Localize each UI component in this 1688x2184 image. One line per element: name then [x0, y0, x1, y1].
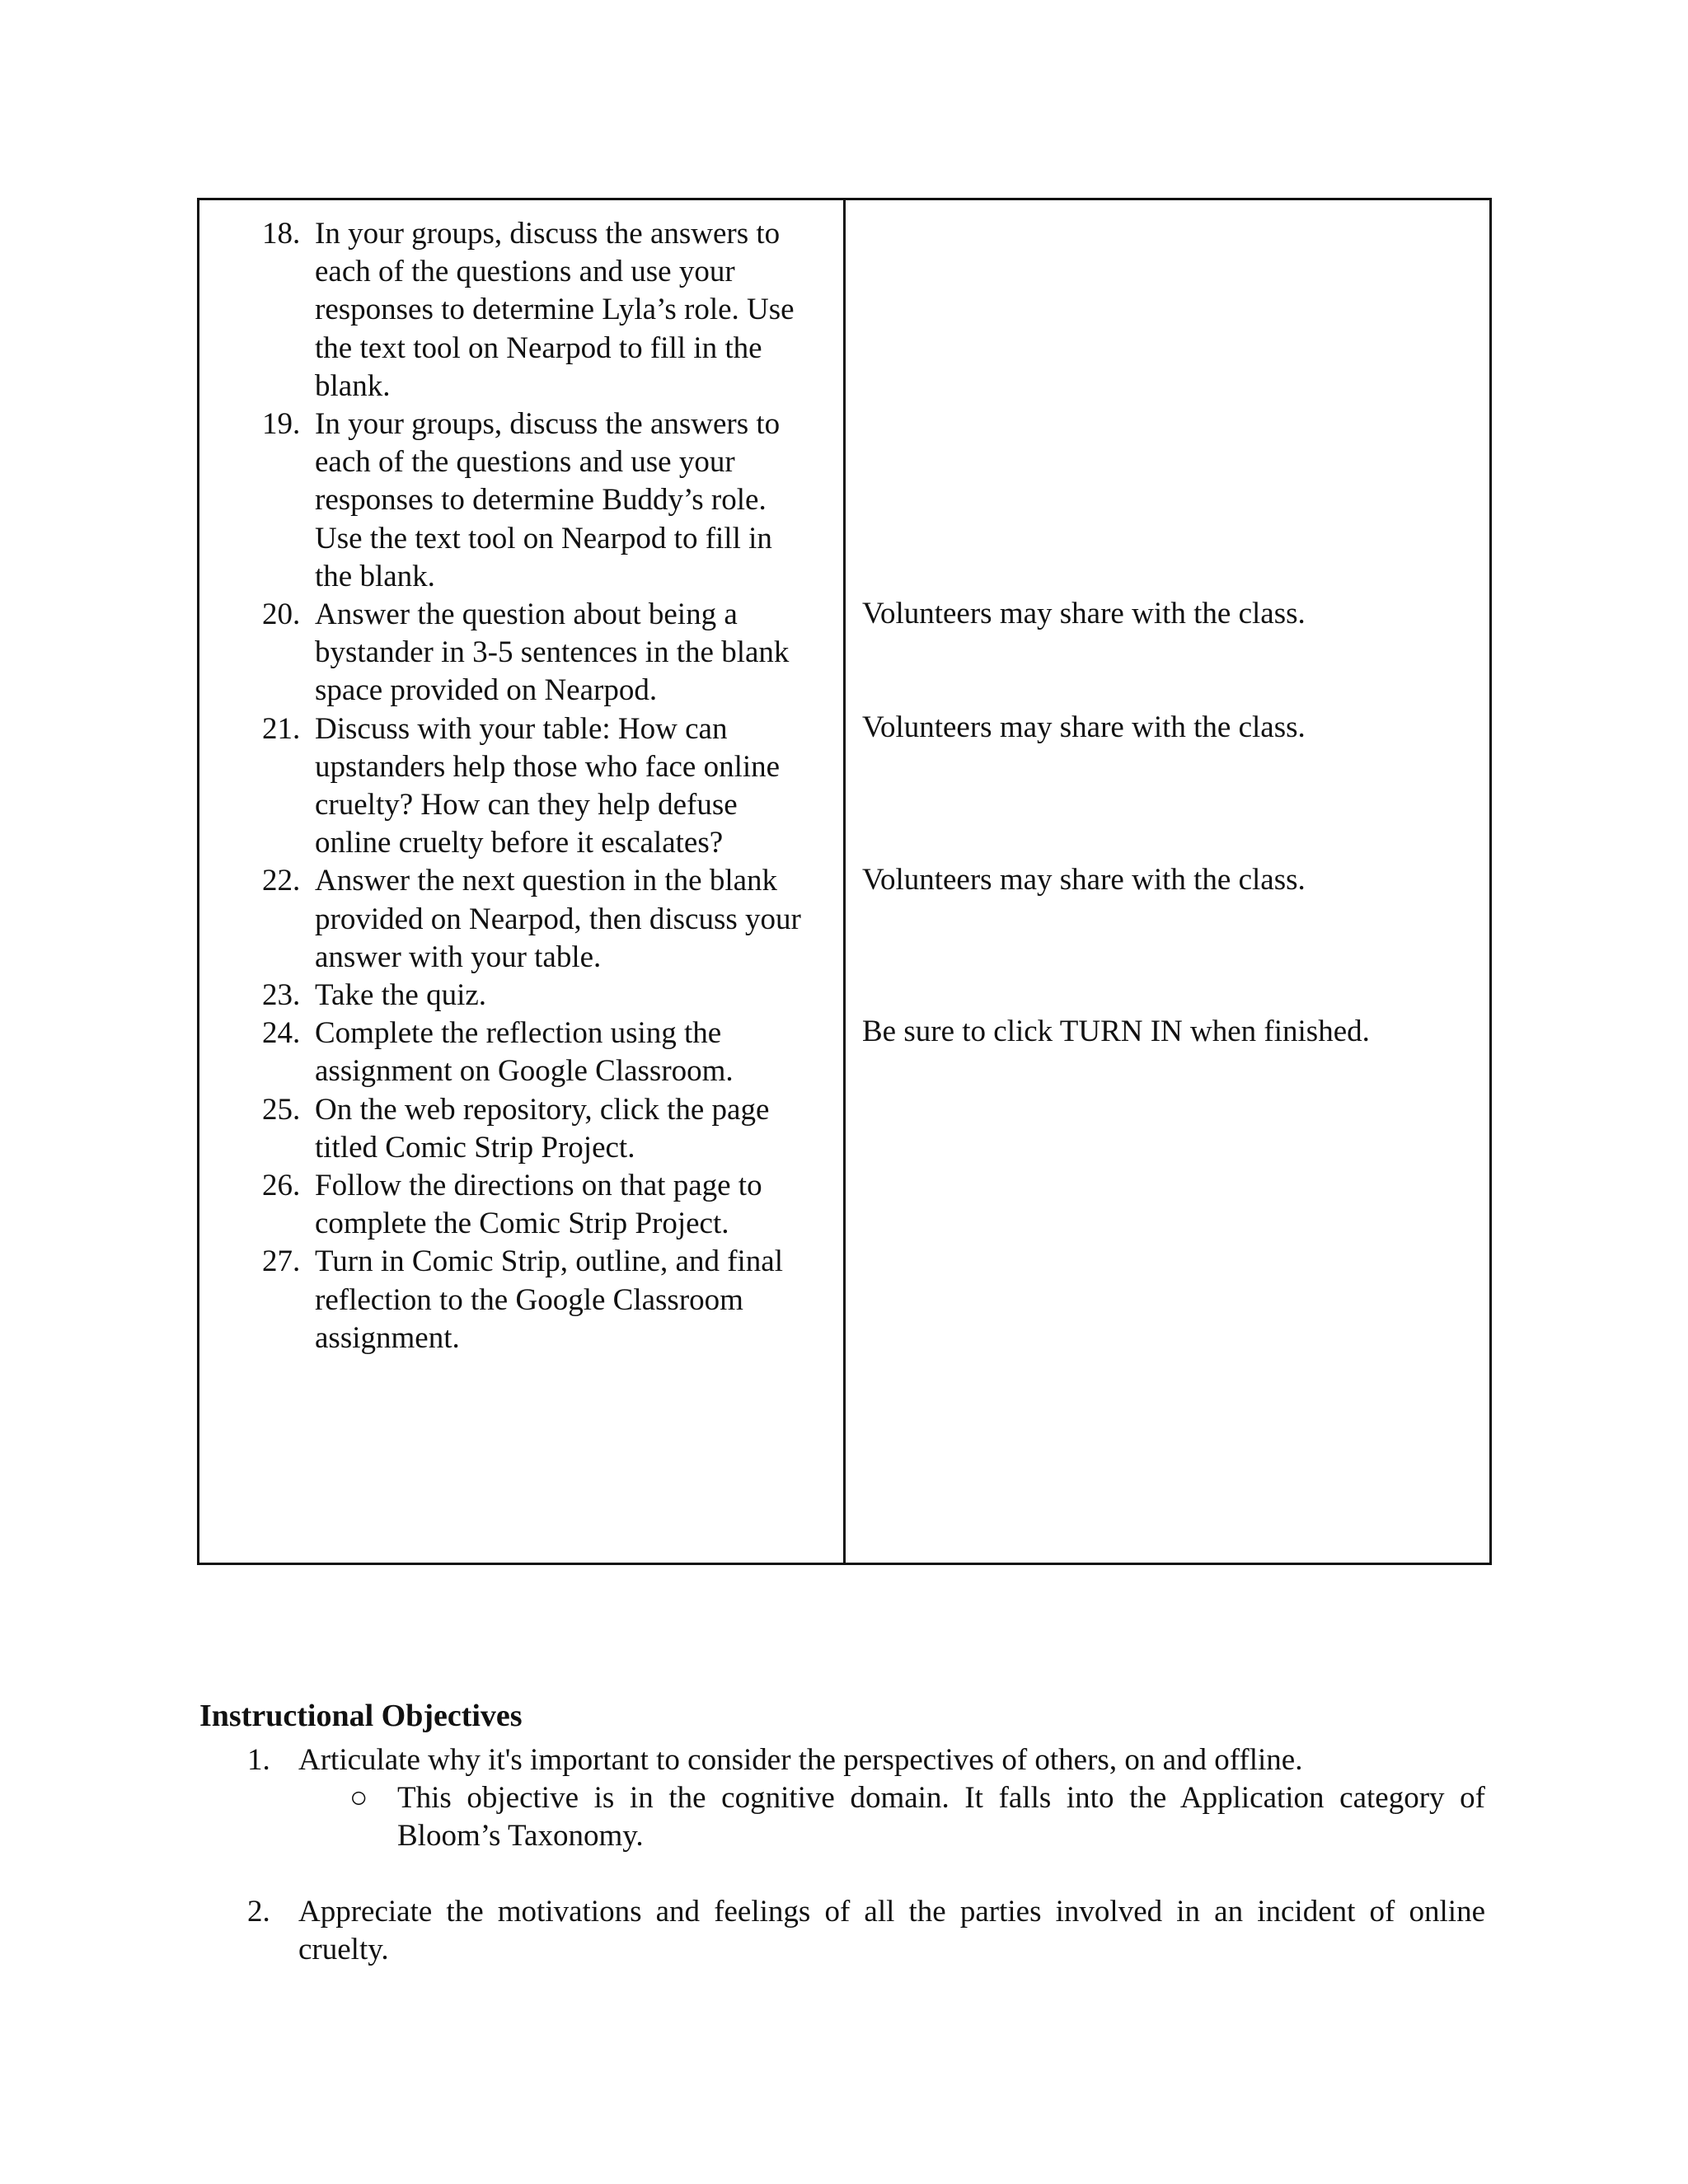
step-text: Complete the reflection using the assignment on Google Classroom.: [315, 1016, 734, 1089]
teacher-note: Volunteers may share with the class.: [862, 863, 1306, 897]
step-text: Follow the directions on that page to complete the Comic Strip Project.: [315, 1169, 762, 1241]
list-item: [199, 1091, 814, 1167]
list-item: [199, 1015, 814, 1090]
step-number: 21.: [262, 711, 301, 746]
section-heading: Instructional Objectives: [199, 1699, 523, 1733]
objective-subtext: This objective is in the cognitive domain. It falls into the Application category of Bloom’s Taxonomy.: [397, 1781, 1485, 1853]
steps-column: [199, 200, 846, 1563]
list-item: [199, 710, 814, 863]
circle-bullet-icon: ○: [349, 1781, 368, 1815]
objective-text: Appreciate the motivations and feelings of all the parties involved in an incident of online cruelty.: [298, 1895, 1485, 1966]
objective-number: 2.: [247, 1895, 270, 1929]
step-number: 23.: [262, 978, 301, 1013]
list-item: [199, 405, 814, 596]
teacher-note: Volunteers may share with the class.: [862, 710, 1306, 744]
step-text: Take the quiz.: [315, 978, 487, 1013]
list-item: [199, 862, 814, 977]
step-text: On the web repository, click the page titled Comic Strip Project.: [315, 1092, 770, 1165]
step-text: Answer the question about being a bystander in 3-5 sentences in the blank space provided on Nearpod.: [315, 598, 790, 708]
objective-number: 1.: [247, 1743, 270, 1777]
list-item: [199, 596, 814, 710]
step-number: 24.: [262, 1016, 301, 1051]
notes-column: [846, 200, 1489, 1563]
objective-text: Articulate why it's important to consider the perspectives of others, on and offline.: [298, 1743, 1303, 1777]
step-text: Discuss with your table: How can upstanders help those who face online cruelty? How can they help defuse online cruelty before it escalates?: [315, 711, 781, 860]
step-number: 19.: [262, 407, 301, 442]
list-item: [199, 977, 814, 1015]
step-text: In your groups, discuss the answers to each of the questions and use your responses to determine Lyla’s role. Use the text tool on Nearpod to fill in the blank.: [315, 217, 795, 403]
step-text: Answer the next question in the blank provided on Nearpod, then discuss your answer with your table.: [315, 864, 801, 974]
step-number: 27.: [262, 1244, 301, 1279]
teacher-note: Volunteers may share with the class.: [862, 597, 1306, 630]
step-number: 26.: [262, 1169, 301, 1203]
step-number: 25.: [262, 1092, 301, 1127]
teacher-note: Be sure to click TURN IN when finished.: [862, 1015, 1370, 1048]
procedure-table: [197, 198, 1492, 1565]
list-item: [199, 215, 814, 405]
step-text: In your groups, discuss the answers to each of the questions and use your responses to determine Buddy’s role. Use the text tool on Nearpod to fill in the blank.: [315, 407, 781, 593]
list-item: [199, 1167, 814, 1243]
step-number: 22.: [262, 864, 301, 898]
step-text: Turn in Comic Strip, outline, and final reflection to the Google Classroom assignment.: [315, 1244, 784, 1355]
list-item: [199, 1243, 814, 1357]
steps-list: [199, 215, 814, 1357]
step-number: 20.: [262, 598, 301, 632]
step-number: 18.: [262, 217, 301, 251]
